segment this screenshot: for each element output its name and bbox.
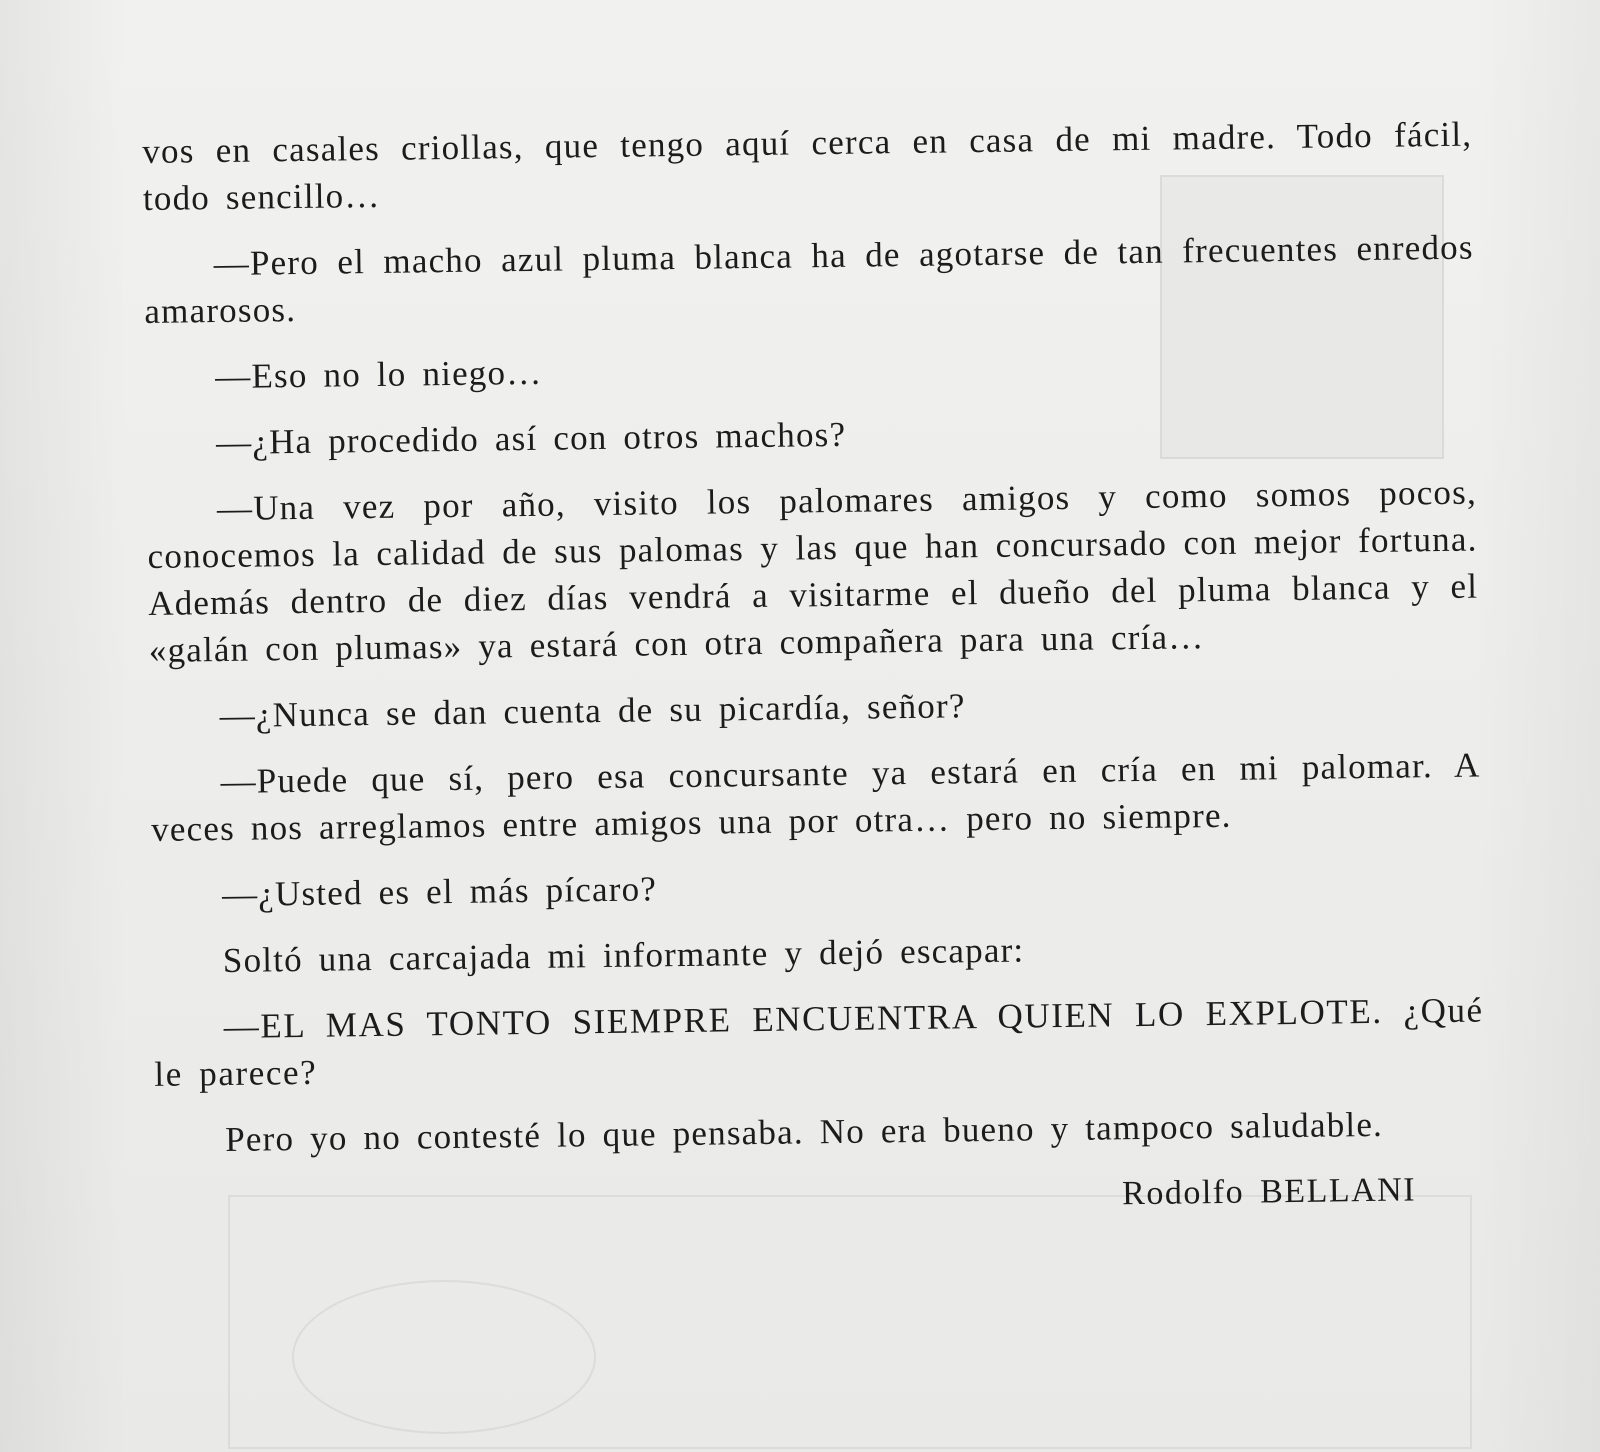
paragraph-11: Pero yo no contesté lo que pensaba. No era bueno y tampoco saludable. (224, 1104, 1384, 1159)
paragraph-4: —¿Ha procedido así con otros machos? (215, 414, 847, 463)
author-signature: Rodolfo BELLANI (1121, 1171, 1417, 1213)
paragraph-8: —¿Usted es el más pícaro? (221, 869, 658, 915)
paragraph-3: —Eso no lo niego… (215, 352, 543, 397)
bleed-through-oval-stamp (292, 1280, 596, 1434)
paragraph-10: —EL MAS TONTO SIEMPRE ENCUENTRA QUIEN LO EXPLOTE. ¿Qué le parece? (154, 990, 1484, 1094)
paragraph-5: —Una vez por año, visito los palomares amigos y como somos pocos, conocemos la calidad de sus palomas y las que han concursado con mejor fortuna. Además dentro de diez días vendrá a visitarme el dueño del pluma blanca y el «galán con plumas» ya estará con otra compañera para una cría… (147, 472, 1479, 670)
article-text (142, 111, 1486, 1230)
paragraph-6: —¿Nunca se dan cuenta de su picardía, señor? (219, 686, 966, 736)
paragraph-9: Soltó una carcajada mi informante y dejó escapar: (222, 930, 1025, 981)
paragraph-1: vos en casales criollas, que tengo aquí cerca en casa de mi madre. Todo fácil, todo sencillo… (142, 114, 1473, 218)
paragraph-7: —Puede que sí, pero esa concursante ya estará en cría en mi palomar. A veces nos arreglamos entre amigos una por otra… pero no siempre. (150, 745, 1481, 849)
bleed-through-lower-frame (228, 1195, 1472, 1449)
paragraph-2: —Pero el macho azul pluma blanca ha de agotarse de tan frecuentes enredos amarosos. (144, 227, 1474, 331)
